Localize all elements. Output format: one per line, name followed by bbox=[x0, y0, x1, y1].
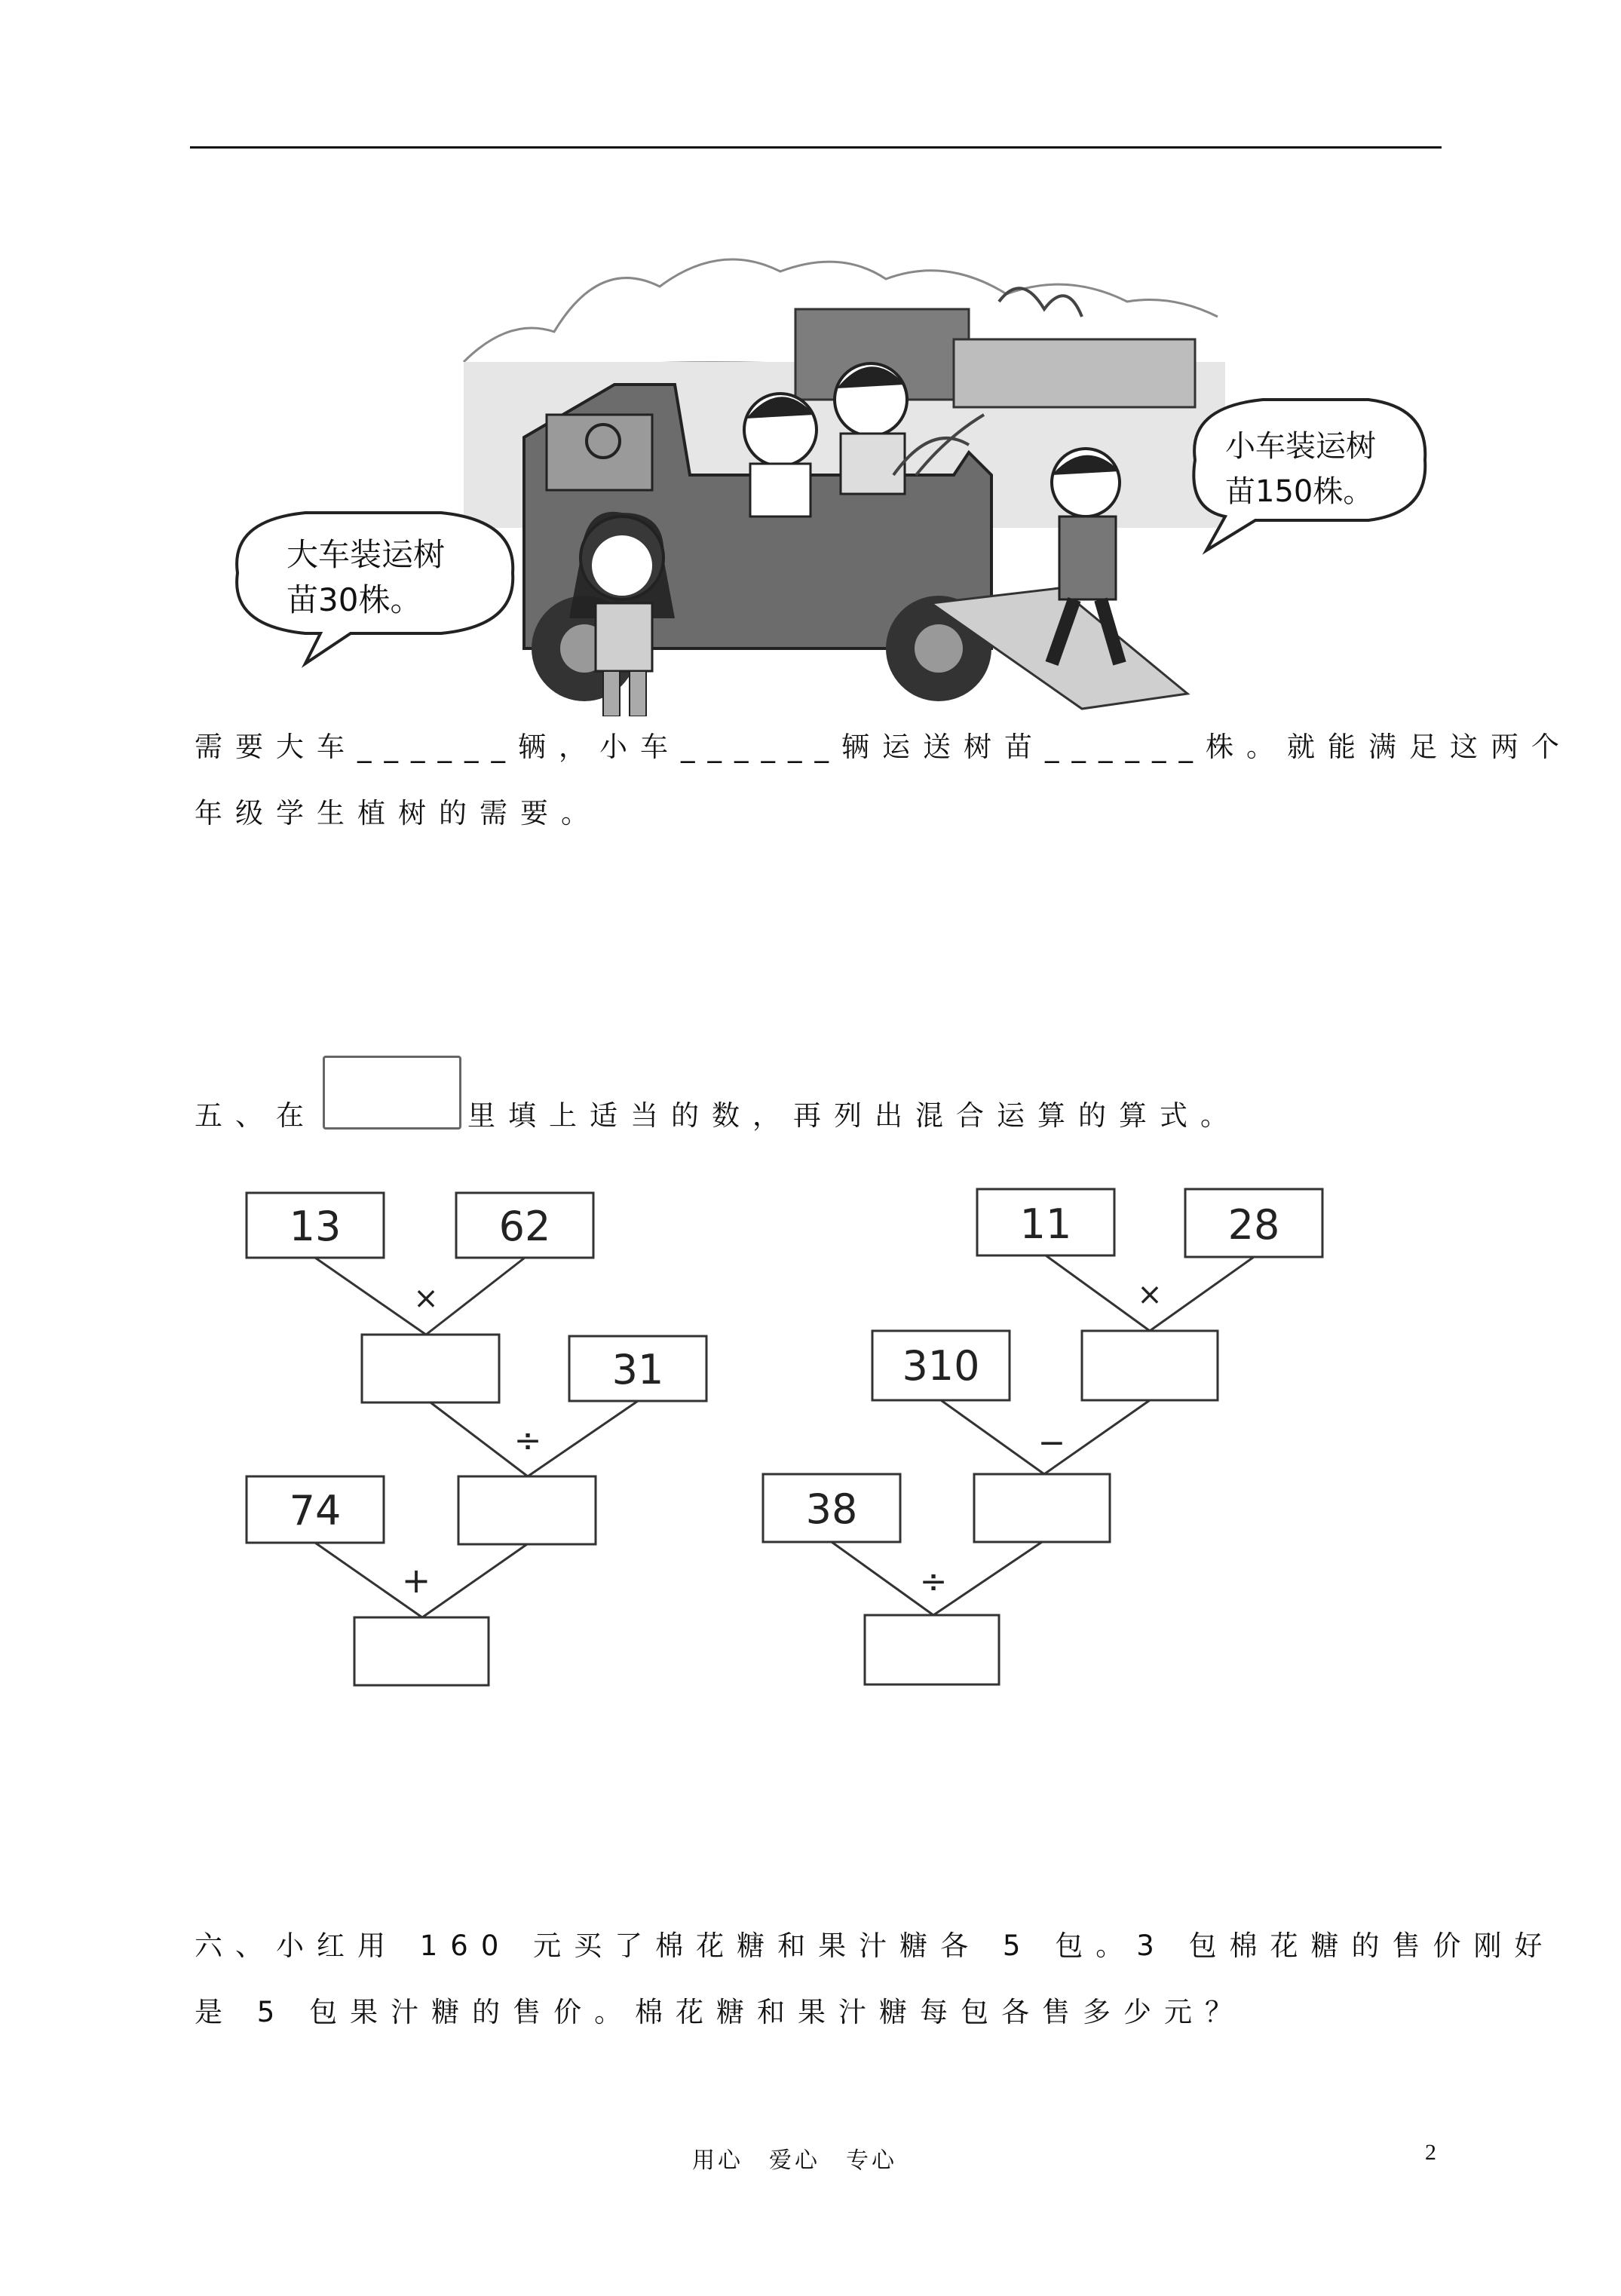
right-box-38 bbox=[763, 1474, 900, 1542]
section5-suffix: 里填上适当的数，再列出混合运算的算式。 bbox=[467, 1099, 1241, 1132]
section5-prefix: 五、在 bbox=[195, 1099, 317, 1132]
section6-line2: 是 5 包果汁糖的售价。棉花糖和果汁糖每包各售多少元？ bbox=[195, 1996, 1246, 2028]
right-box-11 bbox=[977, 1189, 1114, 1255]
section6-line1: 六、小红用 160 元买了棉花糖和果汁糖各 5 包。3 包棉花糖的售价刚好 bbox=[195, 1930, 1555, 1962]
left-box-result[interactable] bbox=[354, 1617, 489, 1685]
left-box-13 bbox=[247, 1193, 384, 1258]
blank-box-example bbox=[323, 1056, 461, 1130]
tree-transport-illustration bbox=[192, 226, 1429, 716]
left-box-quotient[interactable] bbox=[458, 1476, 596, 1544]
left-num-62: 62 bbox=[498, 1203, 551, 1250]
right-num-11: 11 bbox=[1019, 1200, 1072, 1248]
footer-slogan: 用心 爱心 专心 bbox=[692, 2147, 897, 2174]
bubble-right-line2: 苗150株。 bbox=[1225, 474, 1374, 509]
section5-heading bbox=[195, 1056, 1241, 1133]
left-num-31: 31 bbox=[611, 1346, 664, 1393]
header-rule bbox=[190, 146, 1442, 149]
right-num-310: 310 bbox=[902, 1342, 980, 1390]
right-op-divide: ÷ bbox=[919, 1562, 948, 1601]
bubble-left-line1: 大车装运树 bbox=[287, 536, 446, 573]
right-box-28 bbox=[1185, 1189, 1322, 1257]
left-num-13: 13 bbox=[289, 1203, 342, 1250]
left-op-multiply: × bbox=[413, 1281, 439, 1316]
right-op-multiply: × bbox=[1137, 1277, 1163, 1312]
right-box-product[interactable] bbox=[1082, 1331, 1218, 1400]
right-num-38: 38 bbox=[805, 1485, 858, 1533]
right-op-minus: − bbox=[1037, 1424, 1066, 1462]
page-number: 2 bbox=[1425, 2140, 1436, 2165]
section4-line2: 年级学生植树的需要。 bbox=[195, 797, 602, 829]
left-box-product[interactable] bbox=[362, 1335, 499, 1402]
bubble-left-line2: 苗30株。 bbox=[287, 581, 422, 618]
left-box-74 bbox=[247, 1476, 384, 1543]
right-box-result[interactable] bbox=[865, 1615, 999, 1684]
left-box-62 bbox=[456, 1193, 593, 1258]
left-num-74: 74 bbox=[289, 1487, 342, 1534]
section4-line1: 需要大车______辆，小车______辆运送树苗______株。就能满足这两个 bbox=[195, 731, 1572, 763]
left-op-divide: ÷ bbox=[513, 1421, 542, 1460]
bubble-right-line1: 小车装运树 bbox=[1225, 429, 1376, 464]
right-box-310 bbox=[872, 1331, 1010, 1400]
right-num-28: 28 bbox=[1227, 1201, 1280, 1249]
right-box-difference[interactable] bbox=[974, 1474, 1110, 1542]
left-box-31 bbox=[569, 1336, 706, 1401]
left-op-plus: + bbox=[401, 1560, 431, 1601]
